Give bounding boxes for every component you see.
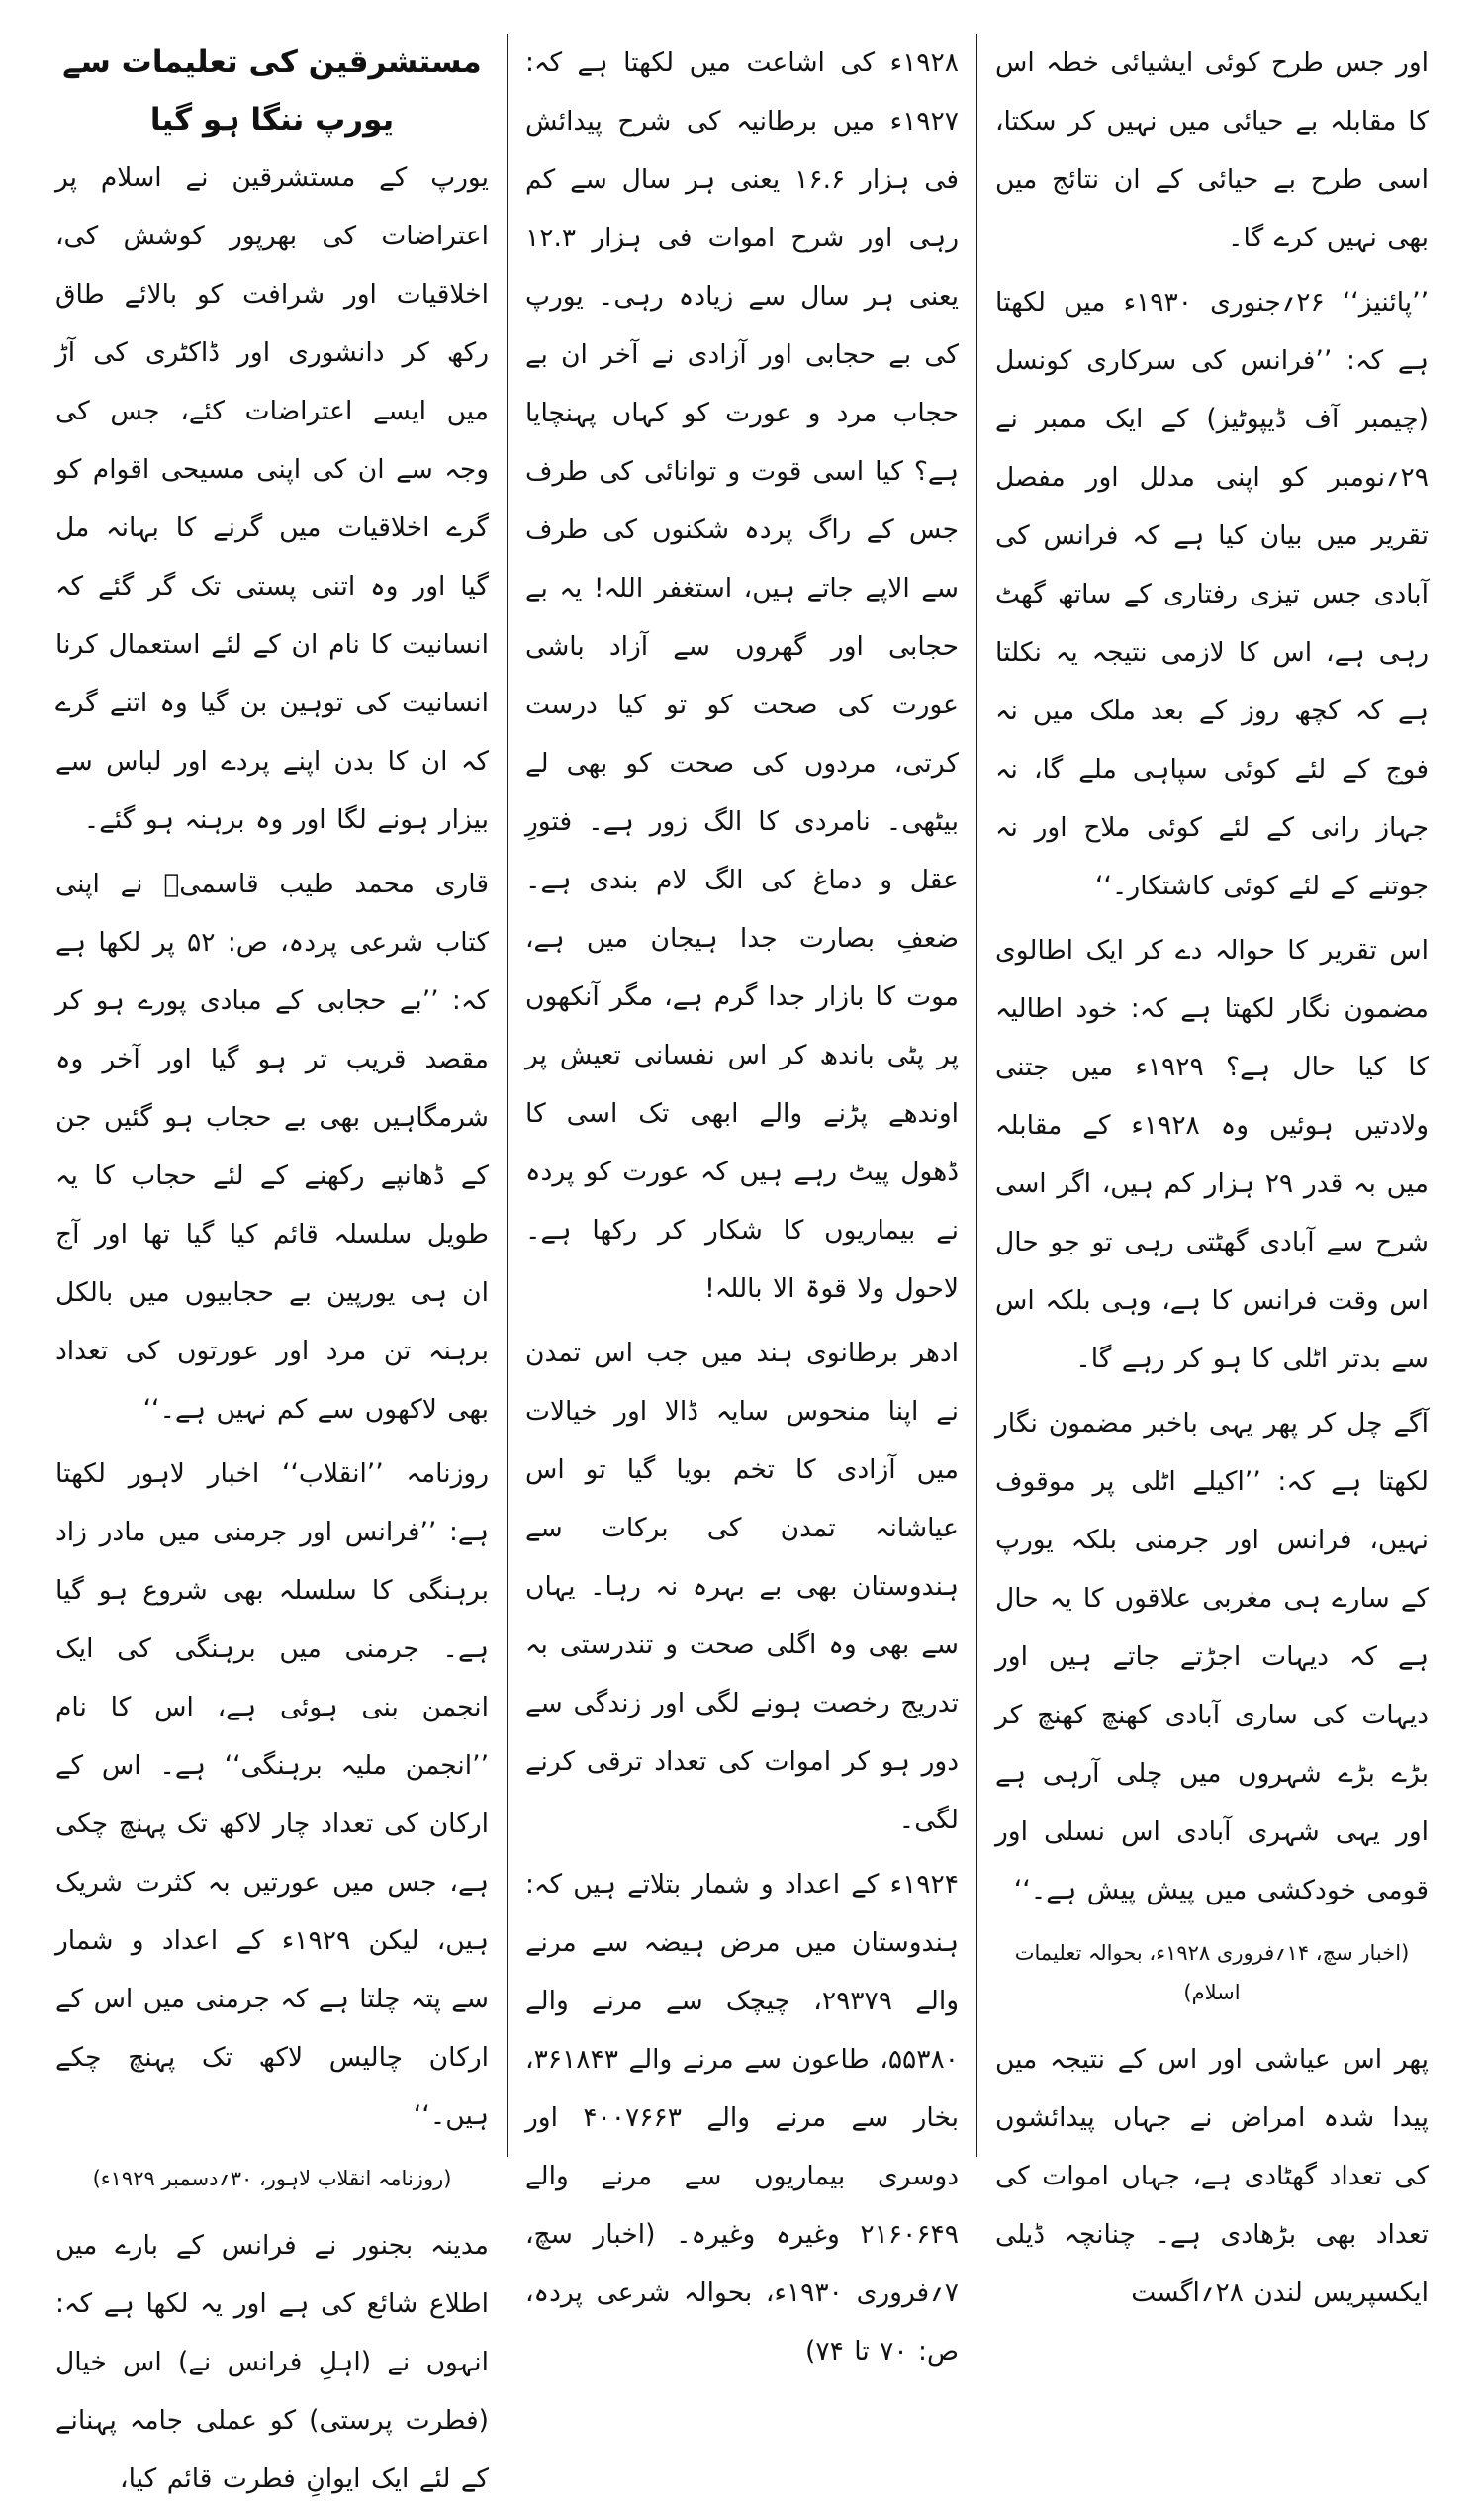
text-columns <box>38 34 1446 2494</box>
column-right <box>977 34 1446 2308</box>
paragraph: مدینہ بجنور نے فرانس کے بارے میں اطلاع شائع کی ہے اور یہ لکھا ہے کہ: انہوں نے (اہلِ فرانس نے) اس خیال (فطرت پرستی) کو عملی جامہ پہنانے کے لئے ایک ایوانِ فطرت قائم کیا، <box>55 2230 489 2494</box>
paragraph: اس تقریر کا حوالہ دے کر ایک اطالوی مضمون نگار لکھتا ہے کہ: خود اطالیہ کا کیا حال ہے؟ ۱۹۲۹ء میں جتنی ولادتیں ہوئیں وہ ۱۹۲۸ء کے مقابلہ میں بہ قدر ۲۹ ہزار کم ہیں، اگر اسی شرح سے آبادی گھٹتی رہی تو جو حال اس وقت فرانس کا ہے، وہی بلکہ اس سے بدتر اٹلی کا ہو کر رہے گا۔ <box>995 935 1429 1374</box>
paragraph: آگے چل کر پھر یہی باخبر مضمون نگار لکھتا ہے کہ: ’’اکیلے اٹلی پر موقوف نہیں، فرانس اور جرمنی بلکہ یورپ کے سارے ہی مغربی علاقوں کا یہ حال ہے کہ دیہات اجڑتے جاتے ہیں اور دیہات کی ساری آبادی کھنچ کھنچ کر بڑے بڑے شہروں میں چلی آرہی ہے اور یہی شہری آبادی اس نسلی اور قومی خودکشی میں پیش پیش ہے۔‘‘ <box>995 1408 1429 1905</box>
paragraph: اور جس طرح کوئی ایشیائی خطہ اس کا مقابلہ بے حیائی میں نہیں کر سکتا، اسی طرح بے حیائی کے ان نتائج میں بھی نہیں کرے گا۔ <box>995 47 1429 253</box>
column-middle <box>508 34 977 2367</box>
paragraph: پھر اس عیاشی اور اس کے نتیجہ میں پیدا شدہ امراض نے جہاں پیدائشوں کی تعداد گھٹادی ہے، جہاں اموات کی تعداد بھی بڑھادی ہے۔ چنانچہ ڈیلی ایکسپریس لندن ۲۸؍اگست <box>995 2044 1429 2308</box>
paragraph: ۱۹۲۸ء کی اشاعت میں لکھتا ہے کہ: ۱۹۲۷ء میں برطانیہ کی شرح پیدائش فی ہزار ۱۶.۶ یعنی ہر سال سے کم رہی اور شرح اموات فی ہزار ۱۲.۳ یعنی ہر سال سے زیادہ رہی۔ یورپ کی بے حجابی اور آزادی نے آخر ان بے حجاب مرد و عورت کو کہاں پہنچایا ہے؟ کیا اسی قوت و توانائی کی طرف جس کے راگ پردہ شکنوں کی طرف سے الاپے جاتے ہیں، استغفر اللہ! یہ بے حجابی اور گھروں سے آزاد باشی عورت کی صحت کو تو کیا درست کرتی، مردوں کی صحت کو بھی لے بیٹھی۔ نامردی کا الگ زور ہے۔ فتورِ عقل و دماغ کی الگ لام بندی ہے۔ ضعفِ بصارت جدا ہیجان میں ہے، موت کا بازار جدا گرم ہے، مگر آنکھوں پر پٹی باندھ کر اس نفسانی تعیش پر اوندھے پڑنے والے ابھی تک اسی کا ڈھول پیٹ رہے ہیں کہ عورت کو پردہ نے بیماریوں کا شکار کر رکھا ہے۔ لاحول ولا قوۃ الا باللہ! <box>525 47 959 1304</box>
citation: (روزنامہ انقلاب لاہور، ۳۰؍دسمبر ۱۹۲۹ء) <box>92 2167 452 2190</box>
paragraph: ۱۹۲۴ء کے اعداد و شمار بتلاتے ہیں کہ: ہندوستان میں مرض ہیضہ سے مرنے والے ۲۹۳۷۹، چیچک سے مرنے والے ۵۵۳۸۰، طاعون سے مرنے والے ۳۶۱۸۴۳، بخار سے مرنے والے ۴۰۰۷۶۶۳ اور دوسری بیماریوں سے مرنے والے ۲۱۶۰۶۴۹ وغیرہ وغیرہ۔ (اخبار سچ، ۷؍فروری ۱۹۳۰ء، بحوالہ شرعی پردہ، ص: ۷۰ تا ۷۴) <box>525 1869 959 2367</box>
paragraph: روزنامہ ’’انقلاب‘‘ اخبار لاہور لکھتا ہے: ’’فرانس اور جرمنی میں مادر زاد برہنگی کا سلسلہ بھی شروع ہو گیا ہے۔ جرمنی میں برہنگی کی ایک انجمن بنی ہوئی ہے، اس کا نام ’’انجمن ملیہ برہنگی‘‘ ہے۔ اس کے ارکان کی تعداد چار لاکھ تک پہنچ چکی ہے، جس میں عورتیں بہ کثرت شریک ہیں، لیکن ۱۹۲۹ء کے اعداد و شمار سے پتہ چلتا ہے کہ جرمنی میں اس کے ارکان چالیس لاکھ تک پہنچ چکے ہیں۔‘‘ <box>55 1458 489 2131</box>
paragraph: قاری محمد طیب قاسمیؒ نے اپنی کتاب شرعی پردہ، ص: ۵۲ پر لکھا ہے کہ: ’’بے حجابی کے مبادی پورے ہو کر مقصد قریب تر ہو گیا اور آخر وہ شرمگاہیں بھی بے حجاب ہو گئیں جن کے ڈھانپے رکھنے کے لئے حجاب کا یہ طویل سلسلہ قائم کیا گیا تھا اور آج ان ہی یورپین بے حجابیوں میں بالکل برہنہ تن مرد اور عورتوں کی تعداد بھی لاکھوں سے کم نہیں ہے۔‘‘ <box>55 869 489 1425</box>
paragraph: یورپ کے مستشرقین نے اسلام پر اعتراضات کی بھرپور کوشش کی، اخلاقیات اور شرافت کو بالائے طاق رکھ کر دانشوری اور ڈاکٹری کی آڑ میں ایسے اعتراضات کئے، جس کی وجہ سے ان کی اپنی مسیحی اقوام کو گرے اخلاقیات میں گرنے کا بہانہ مل گیا اور وہ اتنی پستی تک گر گئے کہ انسانیت کا نام ان کے لئے استعمال کرنا انسانیت کی توہین بن گیا وہ اتنے گرے کہ ان کا بدن اپنے پردے اور لباس سے بیزار ہونے لگا اور وہ برہنہ ہو گئے۔ <box>55 162 489 835</box>
section-heading: مستشرقین کی تعلیمات سے یورپ ننگا ہو گیا <box>62 45 482 138</box>
column-left <box>38 34 508 2494</box>
paragraph: ’’پائنیز‘‘ ۲۶؍جنوری ۱۹۳۰ء میں لکھتا ہے کہ: ’’فرانس کی سرکاری کونسل (چیمبر آف ڈیپوٹیز) کے ایک ممبر نے ۲۹؍نومبر کو اپنی مدلل اور مفصل تقریر میں بیان کیا ہے کہ فرانس کی آبادی جس تیزی رفتاری کے ساتھ گھٹ رہی ہے، اس کا لازمی نتیجہ یہ نکلتا ہے کہ کچھ روز کے بعد ملک میں نہ فوج کے لئے کوئی سپاہی ملے گا، نہ جہاز رانی کے لئے کوئی ملاح اور نہ جوتنے کے لئے کوئی کاشتکار۔‘‘ <box>995 287 1430 901</box>
paragraph: ادھر برطانوی ہند میں جب اس تمدن نے اپنا منحوس سایہ ڈالا اور خیالات میں آزادی کا تخم بویا گیا تو اس عیاشانہ تمدن کی برکات سے ہندوستان بھی بے بہرہ نہ رہا۔ یہاں سے بھی وہ اگلی صحت و تندرستی بہ تدریج رخصت ہونے لگی اور زندگی سے دور ہو کر اموات کی تعداد ترقی کرنے لگی۔ <box>525 1338 959 1835</box>
citation: (اخبار سچ، ۱۴؍فروری ۱۹۲۸ء، بحوالہ تعلیمات اسلام) <box>1014 1941 1410 2004</box>
